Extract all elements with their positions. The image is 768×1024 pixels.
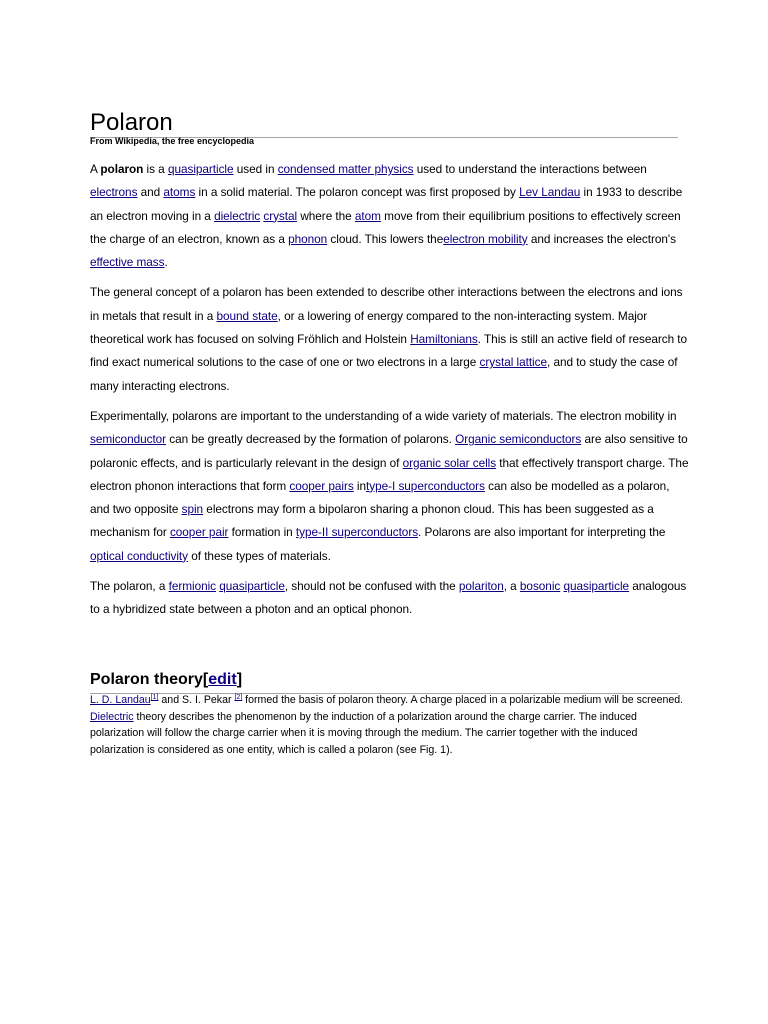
paragraph-polaron-theory bbox=[90, 692, 690, 758]
text: move from their equilibrium positions to effectively screen the charge of an electron, known as a bbox=[90, 208, 681, 246]
text: in bbox=[353, 478, 367, 493]
section-heading-text: Polaron theory bbox=[90, 671, 203, 689]
text: is a bbox=[143, 162, 168, 176]
text: can also be modelled as a polaron, and two opposite bbox=[90, 478, 670, 517]
text: formed the basis of polaron theory. A charge placed in a polarizable medium will be screened. bbox=[242, 694, 684, 706]
text: . This is still an active field of research to find exact numerical solutions to the case of one or two electrons in a large bbox=[90, 332, 688, 370]
text: analogous to a hybridized state between a photon and an optical phonon. bbox=[90, 579, 687, 617]
link-effective-mass[interactable]: effective mass bbox=[90, 255, 165, 270]
link-lev-landau[interactable]: Lev Landau bbox=[519, 185, 581, 200]
section-heading-polaron-theory bbox=[90, 669, 678, 694]
paragraph-general-concept bbox=[90, 281, 690, 397]
text: electrons may form a bipolaron sharing a phonon cloud. This has been suggested as a mechanism for bbox=[90, 502, 654, 540]
link-bound-state[interactable]: bound state bbox=[216, 308, 278, 323]
link-crystal-lattice[interactable]: crystal lattice bbox=[479, 355, 547, 370]
link-phonon[interactable]: phonon bbox=[288, 231, 328, 246]
link-quasiparticle[interactable]: quasiparticle bbox=[167, 162, 234, 176]
text: . bbox=[164, 255, 168, 270]
text: . Polarons are also important for interpreting the bbox=[418, 525, 666, 540]
link-semiconductor[interactable]: semiconductor bbox=[90, 432, 167, 447]
edit-bracket: ] bbox=[236, 671, 243, 689]
text: formation in bbox=[228, 525, 296, 540]
text: where the bbox=[297, 208, 355, 223]
link-crystal[interactable]: crystal bbox=[263, 208, 298, 223]
text: used in bbox=[233, 162, 278, 176]
link-hamiltonians[interactable]: Hamiltonians bbox=[410, 332, 478, 347]
text: in 1933 to describe an electron moving in a bbox=[90, 185, 683, 223]
citation-1[interactable]: [1] bbox=[150, 694, 159, 701]
link-dielectric-2[interactable]: Dielectric bbox=[90, 710, 134, 723]
text: and increases the electron's bbox=[527, 231, 676, 246]
text: and bbox=[137, 185, 164, 200]
text: used to understand the interactions between bbox=[413, 162, 647, 176]
link-organic-semiconductors[interactable]: Organic semiconductors bbox=[455, 432, 582, 447]
link-atom[interactable]: atom bbox=[354, 208, 381, 223]
paragraph-intro bbox=[90, 158, 690, 274]
edit-bracket: [ bbox=[202, 671, 209, 689]
text: The general concept of a polaron has been extended to describe other interactions between the electrons and ions in metals that result in a bbox=[90, 285, 683, 323]
link-fermionic[interactable]: fermionic bbox=[168, 579, 217, 594]
link-quasiparticle-2[interactable]: quasiparticle bbox=[219, 579, 285, 594]
article-body bbox=[90, 158, 690, 629]
link-quasiparticle-3[interactable]: quasiparticle bbox=[563, 579, 630, 594]
page-subtitle: From Wikipedia, the free encyclopedia bbox=[90, 136, 254, 146]
text: that effectively transport charge. The electron phonon interactions that form bbox=[90, 455, 689, 493]
link-cooper-pairs[interactable]: cooper pairs bbox=[289, 478, 354, 493]
text: in a solid material. The polaron concept was first proposed by bbox=[195, 185, 520, 200]
link-type-ii-superconductors[interactable]: type-II superconductors bbox=[295, 525, 419, 540]
text: and S. I. Pekar bbox=[158, 694, 235, 706]
link-electrons[interactable]: electrons bbox=[90, 185, 138, 200]
link-cooper-pair[interactable]: cooper pair bbox=[169, 525, 229, 540]
link-organic-solar-cells[interactable]: organic solar cells bbox=[402, 455, 497, 470]
link-type-i-superconductors[interactable]: type-I superconductors bbox=[366, 478, 485, 493]
paragraph-experimental bbox=[90, 405, 690, 568]
edit-link[interactable]: edit bbox=[208, 671, 237, 689]
bold-term: polaron bbox=[100, 162, 144, 176]
link-condensed-matter-physics[interactable]: condensed matter physics bbox=[277, 162, 414, 176]
link-bosonic[interactable]: bosonic bbox=[519, 579, 561, 594]
link-optical-conductivity[interactable]: optical conductivity bbox=[90, 548, 189, 563]
text: are also sensitive to polaronic effects, and is particularly relevant in the design of bbox=[90, 432, 688, 470]
text: A bbox=[90, 162, 101, 176]
link-polariton[interactable]: polariton bbox=[458, 579, 504, 594]
text: can be greatly decreased by the formation of polarons. bbox=[166, 432, 456, 447]
text: cloud. This lowers the bbox=[327, 231, 444, 246]
text: , should not be confused with the bbox=[284, 579, 459, 594]
text: , and to study the case of many interacting electrons. bbox=[90, 355, 678, 393]
text: , or a lowering of energy compared to the non-interacting system. Major theoretical work has focused on solving Fröhlich and Holstein bbox=[90, 308, 648, 347]
text: The polaron, a bbox=[90, 579, 169, 594]
text: , a bbox=[503, 579, 520, 594]
citation-2[interactable]: [2] bbox=[234, 694, 243, 701]
link-spin[interactable]: spin bbox=[181, 502, 204, 517]
paragraph-polariton bbox=[90, 575, 690, 622]
link-atoms[interactable]: atoms bbox=[163, 185, 196, 200]
link-electron-mobility[interactable]: electron mobility bbox=[443, 231, 528, 246]
text: theory describes the phenomenon by the induction of a polarization around the charge carrier. The induced polarization will follow the charge carrier when it is moving through the medium. The carrier together with the induced polarization is considered as one entity, which is called a polaron (see Fig. 1). bbox=[90, 710, 638, 756]
text: Experimentally, polarons are important to the understanding of a wide variety of materials. The electron mobility in bbox=[90, 408, 677, 423]
page-title: Polaron bbox=[90, 108, 678, 138]
link-l-d-landau[interactable]: L. D. Landau bbox=[90, 694, 151, 706]
text: of these types of materials. bbox=[188, 548, 331, 563]
link-dielectric[interactable]: dielectric bbox=[214, 208, 261, 223]
